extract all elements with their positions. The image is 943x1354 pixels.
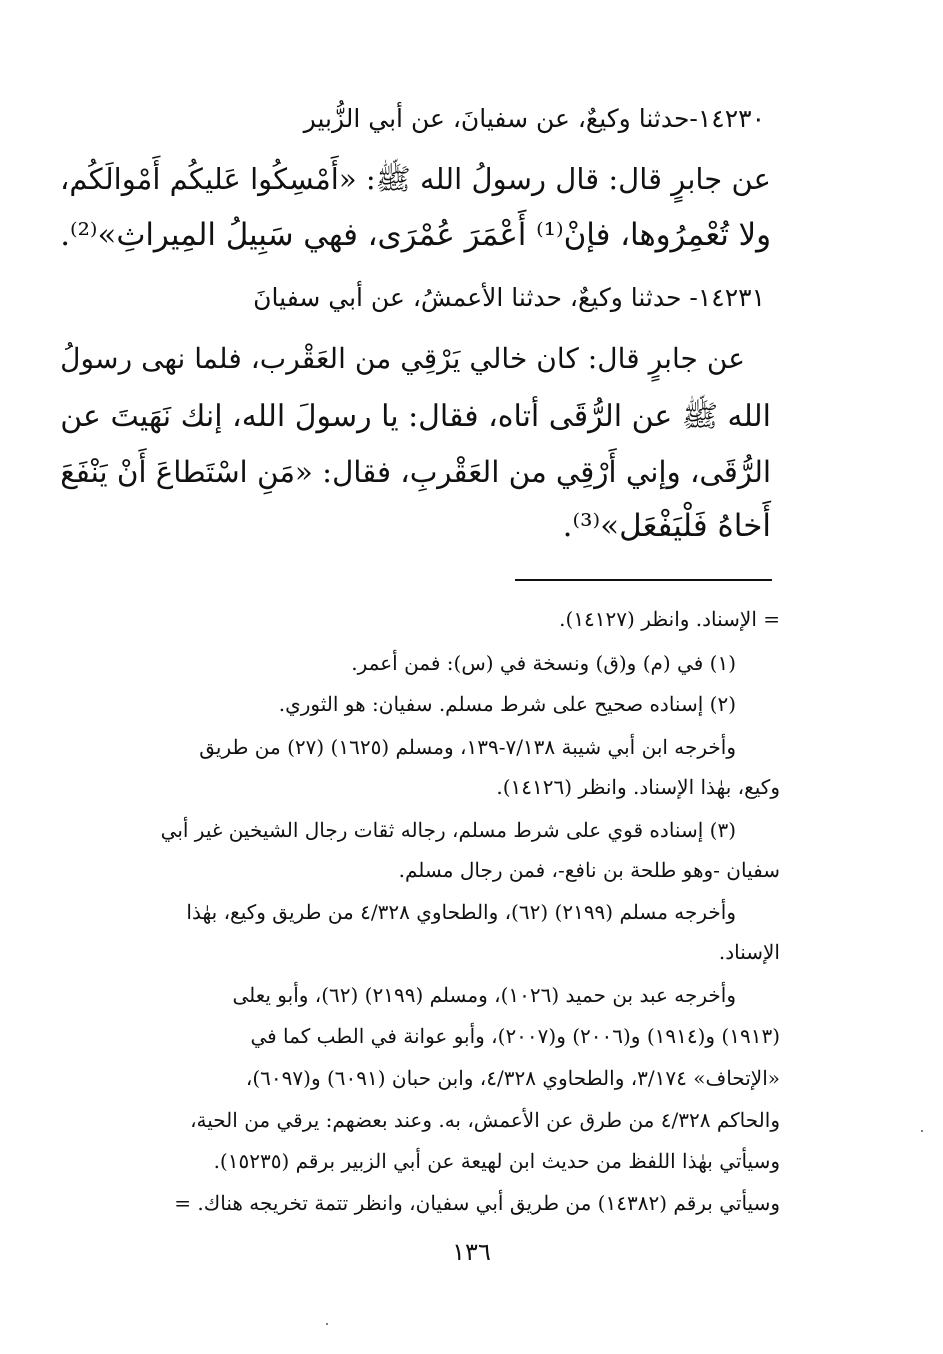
hadith-14231-line-4: أَخاهُ فَلْيَفْعَل»⁽³⁾. [562, 508, 771, 544]
scan-speck [326, 1323, 328, 1325]
footnote-3-line-10: وسيأتي برقم (١٤٣٨٢) من طريق أبي سفيان، وانظر تتمة تخريجه هناك. = [174, 1191, 780, 1215]
hadith-14231-line-2: الله ﷺ عن الرُّقَى أتاه، فقال: يا رسولَ الله، إنك نَهَيتَ عن [60, 399, 771, 434]
footnote-3-line-5: وأخرجه عبد بن حميد (١٠٢٦)، ومسلم (٢١٩٩) (٦٢)، وأبو يعلى [232, 983, 736, 1007]
footnote-3-line-6: (١٩١٣) و(١٩١٤) و(٢٠٠٦) و(٢٠٠٧)، وأبو عوانة في الطب كما في [250, 1024, 780, 1048]
hadith-14231-header: ١٤٢٣١- حدثنا وكيعٌ، حدثنا الأعمشُ، عن أبي سفيانَ [253, 283, 765, 312]
hadith-14230-line-1: عن جابرٍ قال: قال رسولُ الله ﷺ: «أَمْسِكُوا عَليكُم أَمْوالَكُم، [60, 162, 771, 196]
footnote-continuation: = الإسناد. وانظر (١٤١٢٧). [559, 607, 780, 631]
scan-speck [921, 1130, 923, 1132]
footnote-3-line-4: الإسناد. [718, 940, 780, 964]
page-number: ١٣٦ [452, 1238, 491, 1266]
footnote-3-line-7: «الإتحاف» ٣/١٧٤، والطحاوي ٤/٣٢٨، وابن حبان (٦٠٩١) و(٦٠٩٧)، [245, 1066, 780, 1090]
hadith-14231-line-3: الرُّقَى، وإني أَرْقِي من العَقْربِ، فقال: «مَنِ اسْتَطاعَ أَنْ يَنْفَعَ [60, 455, 771, 489]
hadith-14230-header: ١٤٢٣٠-حدثنا وكيعٌ، عن سفيانَ، عن أبي الزُّبير [303, 104, 765, 133]
footnote-3-line-3: وأخرجه مسلم (٢١٩٩) (٦٢)، والطحاوي ٤/٣٢٨ من طريق وكيع، بهٰذا [186, 900, 736, 924]
footnote-2-line-2: وأخرجه ابن أبي شيبة ٧/١٣٨-١٣٩، ومسلم (١٦٢٥) (٢٧) من طريق [199, 735, 736, 759]
footnote-3-line-2: سفيان -وهو طلحة بن نافع-، فمن رجال مسلم. [398, 858, 780, 882]
hadith-14230-line-2: ولا تُعْمِرُوها، فإنْ⁽¹⁾ أَعْمَرَ عُمْرَى، فهي سَبِيلُ المِيراثِ»⁽²⁾. [60, 217, 771, 253]
footnote-separator [515, 579, 772, 581]
hadith-14231-line-1: عن جابرٍ قال: كان خالي يَرْقِي من العَقْرب، فلما نهى رسولُ [60, 342, 745, 375]
footnote-3: (٣) إسناده قوي على شرط مسلم، رجاله ثقات رجال الشيخين غير أبي [160, 818, 736, 842]
footnote-3-line-8: والحاكم ٤/٣٢٨ من طرق عن الأعمش، به. وعند بعضهم: يرقي من الحية، [190, 1108, 780, 1132]
footnote-3-line-9: وسيأتي بهٰذا اللفظ من حديث ابن لهيعة عن أبي الزبير برقم (١٥٢٣٥). [213, 1149, 780, 1173]
footnote-1: (١) في (م) و(ق) ونسخة في (س): فمن أعمر. [351, 651, 736, 675]
footnote-2-line-3: وكيع، بهٰذا الإسناد. وانظر (١٤١٢٦). [496, 775, 780, 799]
footnote-2: (٢) إسناده صحيح على شرط مسلم. سفيان: هو الثوري. [278, 692, 736, 716]
